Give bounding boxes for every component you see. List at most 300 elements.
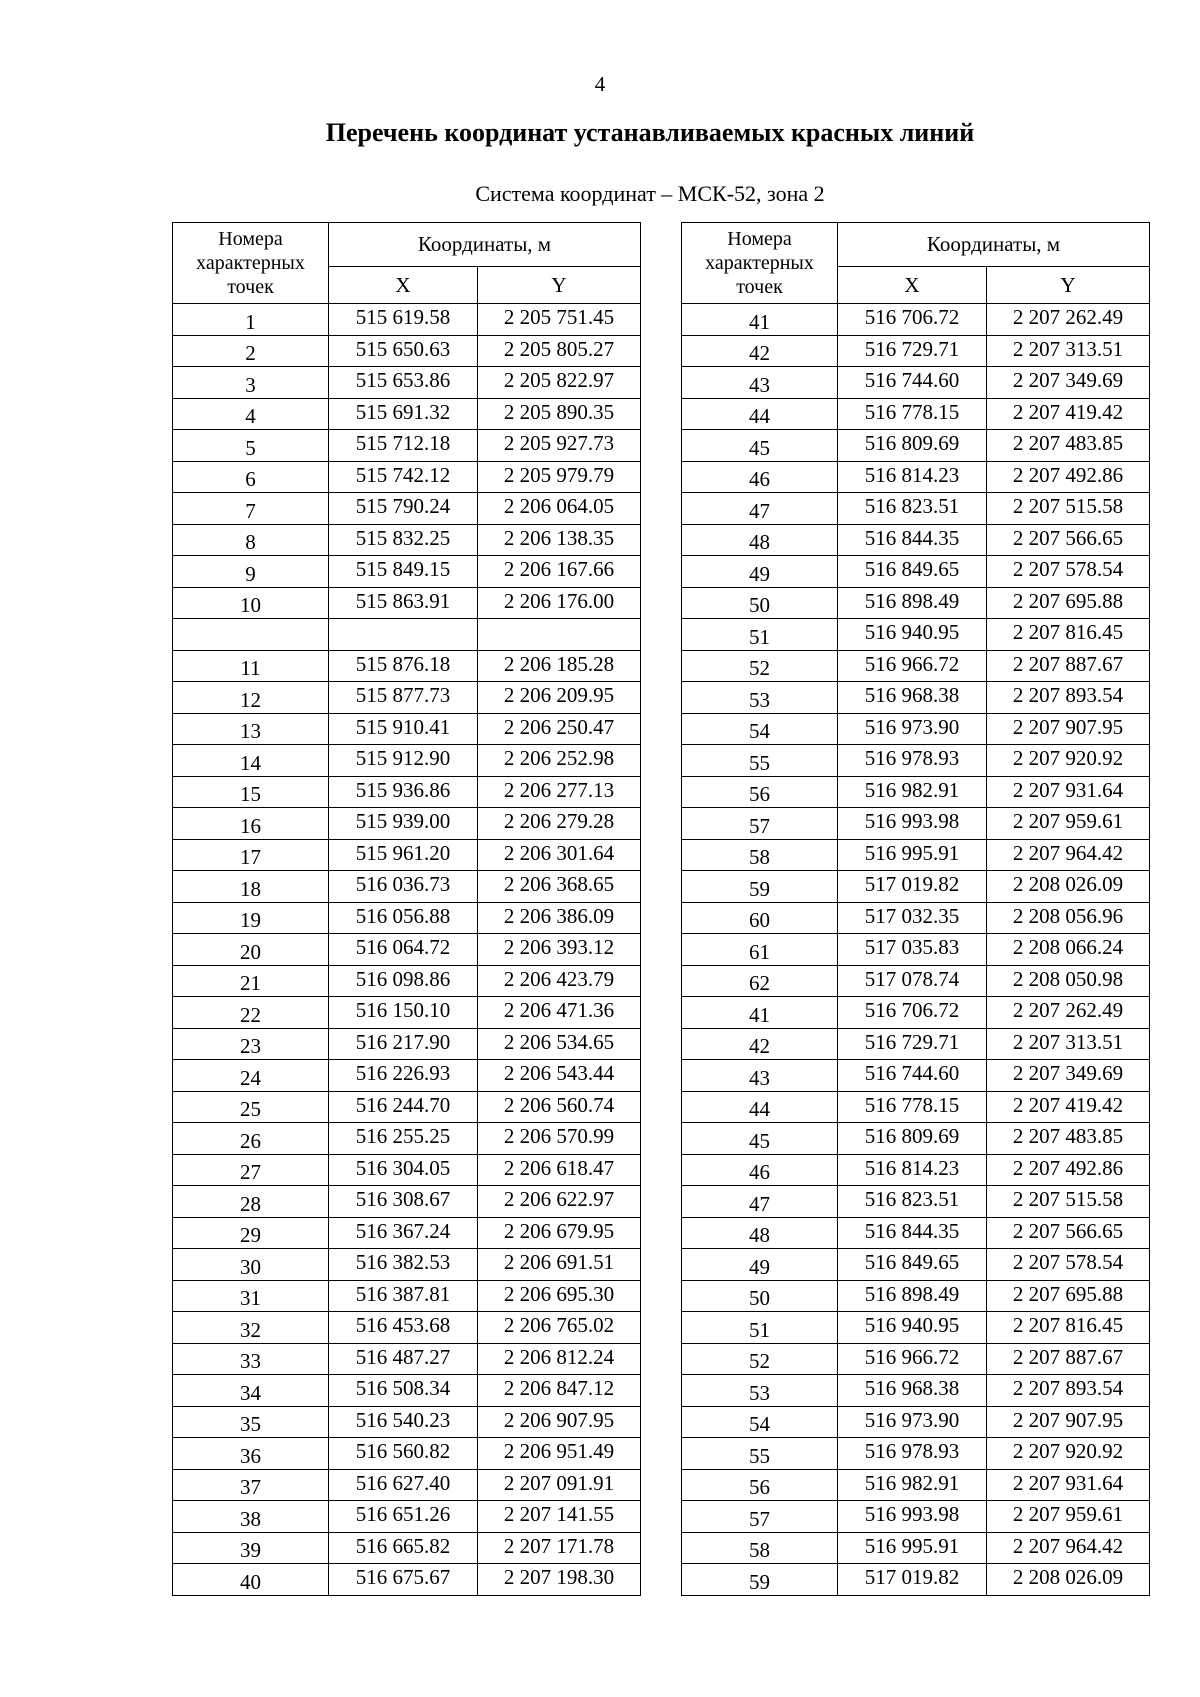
point-number-cell: 60 (682, 902, 838, 934)
y-coordinate-cell: 2 206 252.98 (478, 745, 641, 777)
table-row (682, 1186, 1150, 1218)
y-coordinate-cell: 2 205 822.97 (478, 367, 641, 399)
point-number-cell: 17 (173, 839, 329, 871)
point-number-cell: 4 (173, 398, 329, 430)
table-row (682, 1154, 1150, 1186)
y-coordinate-cell: 2 206 560.74 (478, 1091, 641, 1123)
y-coordinate-cell: 2 207 515.58 (987, 493, 1150, 525)
x-coordinate-cell: 516 940.95 (838, 619, 987, 651)
x-coordinate-cell: 515 653.86 (329, 367, 478, 399)
point-number-cell: 55 (682, 1438, 838, 1470)
table-row (682, 1375, 1150, 1407)
point-number-cell: 25 (173, 1091, 329, 1123)
table-row (682, 430, 1150, 462)
point-number-cell: 41 (682, 997, 838, 1029)
y-coordinate-cell (478, 619, 641, 651)
table-row (682, 1501, 1150, 1533)
x-coordinate-cell: 517 019.82 (838, 1564, 987, 1596)
x-coordinate-cell: 516 898.49 (838, 1280, 987, 1312)
x-coordinate-cell: 516 627.40 (329, 1469, 478, 1501)
point-number-cell: 34 (173, 1375, 329, 1407)
x-coordinate-cell: 516 744.60 (838, 367, 987, 399)
x-coordinate-cell: 515 863.91 (329, 587, 478, 619)
y-coordinate-cell: 2 207 262.49 (987, 997, 1150, 1029)
table-row (682, 1217, 1150, 1249)
table-row (682, 367, 1150, 399)
x-coordinate-cell: 515 876.18 (329, 650, 478, 682)
table-row (173, 524, 641, 556)
point-number-cell (173, 619, 329, 651)
point-number-cell: 28 (173, 1186, 329, 1218)
point-number-cell: 46 (682, 1154, 838, 1186)
x-coordinate-cell: 516 844.35 (838, 1217, 987, 1249)
point-number-cell: 38 (173, 1501, 329, 1533)
y-coordinate-cell: 2 205 751.45 (478, 304, 641, 336)
point-number-cell: 22 (173, 997, 329, 1029)
x-coordinate-cell: 515 961.20 (329, 839, 478, 871)
y-coordinate-cell: 2 207 893.54 (987, 682, 1150, 714)
x-coordinate-cell: 516 814.23 (838, 1154, 987, 1186)
point-number-cell: 41 (682, 304, 838, 336)
y-coordinate-cell: 2 207 816.45 (987, 1312, 1150, 1344)
point-number-cell: 19 (173, 902, 329, 934)
point-number-cell: 37 (173, 1469, 329, 1501)
x-coordinate-cell: 516 978.93 (838, 745, 987, 777)
point-number-cell: 49 (682, 556, 838, 588)
point-number-cell: 42 (682, 1028, 838, 1060)
y-coordinate-cell: 2 207 964.42 (987, 1532, 1150, 1564)
table-row (173, 398, 641, 430)
x-coordinate-cell: 516 849.65 (838, 556, 987, 588)
table-row (682, 965, 1150, 997)
point-number-cell: 56 (682, 1469, 838, 1501)
table-row (173, 1312, 641, 1344)
table-row (682, 1280, 1150, 1312)
y-coordinate-cell: 2 206 301.64 (478, 839, 641, 871)
y-coordinate-cell: 2 206 679.95 (478, 1217, 641, 1249)
table-row (682, 745, 1150, 777)
y-coordinate-cell: 2 206 907.95 (478, 1406, 641, 1438)
table-row (173, 1343, 641, 1375)
point-number-cell: 56 (682, 776, 838, 808)
y-column-header: Y (478, 267, 641, 304)
point-number-cell: 35 (173, 1406, 329, 1438)
x-coordinate-cell: 516 729.71 (838, 335, 987, 367)
y-coordinate-cell: 2 205 927.73 (478, 430, 641, 462)
table-row (682, 1123, 1150, 1155)
x-coordinate-cell: 517 019.82 (838, 871, 987, 903)
x-coordinate-cell: 516 508.34 (329, 1375, 478, 1407)
y-coordinate-cell: 2 206 622.97 (478, 1186, 641, 1218)
table-row (682, 1028, 1150, 1060)
point-number-cell: 43 (682, 367, 838, 399)
point-number-cell: 18 (173, 871, 329, 903)
table-row (682, 524, 1150, 556)
y-coordinate-cell: 2 206 393.12 (478, 934, 641, 966)
table-row (173, 1438, 641, 1470)
x-coordinate-cell: 516 540.23 (329, 1406, 478, 1438)
coordinates-column-header: Координаты, м (838, 223, 1150, 267)
x-coordinate-cell: 516 255.25 (329, 1123, 478, 1155)
y-coordinate-cell: 2 207 141.55 (478, 1501, 641, 1533)
y-coordinate-cell: 2 207 695.88 (987, 1280, 1150, 1312)
table-row (173, 430, 641, 462)
table-row (173, 335, 641, 367)
point-number-cell: 47 (682, 493, 838, 525)
x-coordinate-cell: 515 910.41 (329, 713, 478, 745)
x-coordinate-cell: 516 387.81 (329, 1280, 478, 1312)
table-row (682, 650, 1150, 682)
y-coordinate-cell: 2 206 534.65 (478, 1028, 641, 1060)
y-coordinate-cell: 2 207 349.69 (987, 1060, 1150, 1092)
table-row (682, 1469, 1150, 1501)
point-number-cell: 32 (173, 1312, 329, 1344)
table-row (173, 1060, 641, 1092)
point-number-cell: 57 (682, 1501, 838, 1533)
x-coordinate-cell: 516 814.23 (838, 461, 987, 493)
point-number-cell: 52 (682, 650, 838, 682)
x-coordinate-cell: 515 912.90 (329, 745, 478, 777)
table-row (173, 1028, 641, 1060)
point-number-cell: 31 (173, 1280, 329, 1312)
x-coordinate-cell: 516 367.24 (329, 1217, 478, 1249)
table-row (173, 808, 641, 840)
y-coordinate-cell: 2 206 423.79 (478, 965, 641, 997)
y-coordinate-cell: 2 207 313.51 (987, 1028, 1150, 1060)
table-row (682, 1249, 1150, 1281)
table-row (173, 1501, 641, 1533)
table-row (682, 682, 1150, 714)
x-coordinate-cell: 516 308.67 (329, 1186, 478, 1218)
coordinates-column-header: Координаты, м (329, 223, 641, 267)
table-row (682, 335, 1150, 367)
table-row (173, 1123, 641, 1155)
x-coordinate-cell: 515 712.18 (329, 430, 478, 462)
x-coordinate-cell: 515 619.58 (329, 304, 478, 336)
table-row (173, 871, 641, 903)
y-coordinate-cell: 2 207 566.65 (987, 524, 1150, 556)
point-number-cell: 50 (682, 587, 838, 619)
point-number-cell: 61 (682, 934, 838, 966)
point-number-cell: 23 (173, 1028, 329, 1060)
x-coordinate-cell: 516 098.86 (329, 965, 478, 997)
x-coordinate-cell: 516 978.93 (838, 1438, 987, 1470)
x-coordinate-cell: 516 217.90 (329, 1028, 478, 1060)
point-number-cell: 57 (682, 808, 838, 840)
point-number-cell: 3 (173, 367, 329, 399)
y-coordinate-cell: 2 206 951.49 (478, 1438, 641, 1470)
y-coordinate-cell: 2 207 907.95 (987, 1406, 1150, 1438)
x-coordinate-cell: 516 849.65 (838, 1249, 987, 1281)
y-coordinate-cell: 2 206 368.65 (478, 871, 641, 903)
x-coordinate-cell: 516 993.98 (838, 1501, 987, 1533)
point-number-cell: 48 (682, 1217, 838, 1249)
y-coordinate-cell: 2 206 185.28 (478, 650, 641, 682)
y-coordinate-cell: 2 207 349.69 (987, 367, 1150, 399)
coordinates-table-right (681, 222, 1150, 1596)
x-coordinate-cell: 515 691.32 (329, 398, 478, 430)
point-number-cell: 26 (173, 1123, 329, 1155)
x-coordinate-cell: 515 742.12 (329, 461, 478, 493)
x-coordinate-cell (329, 619, 478, 651)
y-coordinate-cell: 2 207 515.58 (987, 1186, 1150, 1218)
table-row (173, 1280, 641, 1312)
point-number-cell: 48 (682, 524, 838, 556)
point-number-cell: 1 (173, 304, 329, 336)
table-row (173, 1249, 641, 1281)
y-coordinate-cell: 2 206 570.99 (478, 1123, 641, 1155)
y-coordinate-cell: 2 206 695.30 (478, 1280, 641, 1312)
y-coordinate-cell: 2 207 313.51 (987, 335, 1150, 367)
table-row (173, 965, 641, 997)
table-row (682, 556, 1150, 588)
point-number-cell: 46 (682, 461, 838, 493)
table-row (173, 1532, 641, 1564)
y-coordinate-cell: 2 206 277.13 (478, 776, 641, 808)
x-coordinate-cell: 516 706.72 (838, 997, 987, 1029)
coordinate-system-subtitle: Система координат – МСК-52, зона 2 (475, 181, 825, 206)
x-coordinate-cell: 516 968.38 (838, 682, 987, 714)
x-coordinate-cell: 516 244.70 (329, 1091, 478, 1123)
y-coordinate-cell: 2 207 578.54 (987, 556, 1150, 588)
x-coordinate-cell: 516 744.60 (838, 1060, 987, 1092)
table-row (682, 461, 1150, 493)
table-row (682, 1406, 1150, 1438)
table-row (173, 1375, 641, 1407)
x-coordinate-cell: 516 898.49 (838, 587, 987, 619)
y-coordinate-cell: 2 207 695.88 (987, 587, 1150, 619)
point-number-cell: 50 (682, 1280, 838, 1312)
table-row (173, 1406, 641, 1438)
point-number-cell: 24 (173, 1060, 329, 1092)
y-coordinate-cell: 2 207 262.49 (987, 304, 1150, 336)
x-coordinate-cell: 516 973.90 (838, 713, 987, 745)
table-row (682, 839, 1150, 871)
table-row (682, 902, 1150, 934)
y-coordinate-cell: 2 207 419.42 (987, 1091, 1150, 1123)
table-row (173, 1217, 641, 1249)
y-coordinate-cell: 2 207 959.61 (987, 1501, 1150, 1533)
x-coordinate-cell: 516 778.15 (838, 398, 987, 430)
y-coordinate-cell: 2 207 483.85 (987, 1123, 1150, 1155)
y-coordinate-cell: 2 206 138.35 (478, 524, 641, 556)
point-number-cell: 33 (173, 1343, 329, 1375)
y-coordinate-cell: 2 206 167.66 (478, 556, 641, 588)
y-coordinate-cell: 2 206 386.09 (478, 902, 641, 934)
x-coordinate-cell: 517 035.83 (838, 934, 987, 966)
point-number-cell: 36 (173, 1438, 329, 1470)
x-coordinate-cell: 516 382.53 (329, 1249, 478, 1281)
table-row (682, 1060, 1150, 1092)
x-coordinate-cell: 515 939.00 (329, 808, 478, 840)
point-number-cell: 52 (682, 1343, 838, 1375)
x-coordinate-cell: 516 665.82 (329, 1532, 478, 1564)
table-row (682, 1564, 1150, 1596)
table-row (682, 398, 1150, 430)
table-row (682, 587, 1150, 619)
table-row (682, 1532, 1150, 1564)
page-number: 4 (594, 72, 606, 96)
point-number-cell: 53 (682, 1375, 838, 1407)
table-row (173, 1469, 641, 1501)
y-coordinate-cell: 2 207 198.30 (478, 1564, 641, 1596)
point-number-cell: 44 (682, 398, 838, 430)
y-coordinate-cell: 2 207 171.78 (478, 1532, 641, 1564)
point-number-cell: 10 (173, 587, 329, 619)
point-number-cell: 5 (173, 430, 329, 462)
y-coordinate-cell: 2 207 492.86 (987, 461, 1150, 493)
point-number-cell: 27 (173, 1154, 329, 1186)
point-number-cell: 39 (173, 1532, 329, 1564)
table-row (682, 871, 1150, 903)
x-coordinate-cell: 516 968.38 (838, 1375, 987, 1407)
point-number-cell: 11 (173, 650, 329, 682)
x-column-header: X (838, 267, 987, 304)
table-row (173, 1564, 641, 1596)
point-number-cell: 54 (682, 713, 838, 745)
x-coordinate-cell: 516 036.73 (329, 871, 478, 903)
point-number-cell: 7 (173, 493, 329, 525)
point-number-cell: 45 (682, 430, 838, 462)
x-coordinate-cell: 515 849.15 (329, 556, 478, 588)
point-number-cell: 8 (173, 524, 329, 556)
y-coordinate-cell: 2 207 816.45 (987, 619, 1150, 651)
point-number-cell: 15 (173, 776, 329, 808)
y-coordinate-cell: 2 207 483.85 (987, 430, 1150, 462)
x-coordinate-cell: 516 056.88 (329, 902, 478, 934)
x-coordinate-cell: 516 966.72 (838, 650, 987, 682)
y-coordinate-cell: 2 207 931.64 (987, 1469, 1150, 1501)
coordinates-table-left (172, 222, 641, 1596)
table-row (173, 619, 641, 651)
y-coordinate-cell: 2 208 050.98 (987, 965, 1150, 997)
table-row (173, 776, 641, 808)
point-number-cell: 43 (682, 1060, 838, 1092)
y-coordinate-cell: 2 208 056.96 (987, 902, 1150, 934)
table-row (173, 745, 641, 777)
y-coordinate-cell: 2 207 893.54 (987, 1375, 1150, 1407)
x-coordinate-cell: 516 966.72 (838, 1343, 987, 1375)
x-coordinate-cell: 516 940.95 (838, 1312, 987, 1344)
table-row (173, 997, 641, 1029)
point-number-cell: 47 (682, 1186, 838, 1218)
y-coordinate-cell: 2 208 066.24 (987, 934, 1150, 966)
x-coordinate-cell: 515 936.86 (329, 776, 478, 808)
x-coordinate-cell: 516 453.68 (329, 1312, 478, 1344)
document-title: Перечень координат устанавливаемых красных линий (325, 118, 975, 147)
x-coordinate-cell: 515 877.73 (329, 682, 478, 714)
table-row (173, 682, 641, 714)
y-coordinate-cell: 2 207 566.65 (987, 1217, 1150, 1249)
table-row (173, 1186, 641, 1218)
x-coordinate-cell: 516 560.82 (329, 1438, 478, 1470)
x-coordinate-cell: 516 809.69 (838, 430, 987, 462)
y-coordinate-cell: 2 208 026.09 (987, 1564, 1150, 1596)
y-coordinate-cell: 2 207 887.67 (987, 1343, 1150, 1375)
y-coordinate-cell: 2 205 979.79 (478, 461, 641, 493)
x-coordinate-cell: 516 995.91 (838, 839, 987, 871)
table-row (173, 839, 641, 871)
y-coordinate-cell: 2 206 618.47 (478, 1154, 641, 1186)
x-coordinate-cell: 516 150.10 (329, 997, 478, 1029)
x-coordinate-cell: 516 778.15 (838, 1091, 987, 1123)
point-number-cell: 29 (173, 1217, 329, 1249)
table-row (682, 997, 1150, 1029)
y-coordinate-cell: 2 207 578.54 (987, 1249, 1150, 1281)
point-number-cell: 62 (682, 965, 838, 997)
y-coordinate-cell: 2 206 691.51 (478, 1249, 641, 1281)
x-coordinate-cell: 516 651.26 (329, 1501, 478, 1533)
y-coordinate-cell: 2 207 931.64 (987, 776, 1150, 808)
y-coordinate-cell: 2 206 765.02 (478, 1312, 641, 1344)
point-number-cell: 14 (173, 745, 329, 777)
y-coordinate-cell: 2 206 847.12 (478, 1375, 641, 1407)
table-row (173, 1154, 641, 1186)
points-column-header: Номера характерных точек (173, 223, 329, 304)
x-coordinate-cell: 516 982.91 (838, 1469, 987, 1501)
x-coordinate-cell: 515 790.24 (329, 493, 478, 525)
point-number-cell: 21 (173, 965, 329, 997)
point-number-cell: 45 (682, 1123, 838, 1155)
table-row (682, 304, 1150, 336)
point-number-cell: 12 (173, 682, 329, 714)
point-number-cell: 20 (173, 934, 329, 966)
y-coordinate-cell: 2 207 920.92 (987, 1438, 1150, 1470)
table-row (173, 1091, 641, 1123)
table-row (173, 304, 641, 336)
y-coordinate-cell: 2 206 471.36 (478, 997, 641, 1029)
x-coordinate-cell: 517 032.35 (838, 902, 987, 934)
point-number-cell: 49 (682, 1249, 838, 1281)
x-coordinate-cell: 516 729.71 (838, 1028, 987, 1060)
point-number-cell: 51 (682, 619, 838, 651)
point-number-cell: 55 (682, 745, 838, 777)
x-coordinate-cell: 516 982.91 (838, 776, 987, 808)
point-number-cell: 2 (173, 335, 329, 367)
point-number-cell: 9 (173, 556, 329, 588)
x-coordinate-cell: 516 995.91 (838, 1532, 987, 1564)
y-coordinate-cell: 2 207 887.67 (987, 650, 1150, 682)
x-coordinate-cell: 516 823.51 (838, 1186, 987, 1218)
point-number-cell: 58 (682, 839, 838, 871)
point-number-cell: 13 (173, 713, 329, 745)
table-row (173, 902, 641, 934)
point-number-cell: 59 (682, 1564, 838, 1596)
y-coordinate-cell: 2 207 907.95 (987, 713, 1150, 745)
table-row (173, 650, 641, 682)
y-coordinate-cell: 2 206 543.44 (478, 1060, 641, 1092)
y-coordinate-cell: 2 207 964.42 (987, 839, 1150, 871)
y-coordinate-cell: 2 206 176.00 (478, 587, 641, 619)
table-row (682, 1091, 1150, 1123)
y-coordinate-cell: 2 208 026.09 (987, 871, 1150, 903)
points-column-header: Номера характерных точек (682, 223, 838, 304)
y-coordinate-cell: 2 206 279.28 (478, 808, 641, 840)
table-row (173, 713, 641, 745)
table-row (682, 776, 1150, 808)
table-row (682, 619, 1150, 651)
x-coordinate-cell: 516 973.90 (838, 1406, 987, 1438)
y-coordinate-cell: 2 205 805.27 (478, 335, 641, 367)
y-coordinate-cell: 2 205 890.35 (478, 398, 641, 430)
table-row (173, 493, 641, 525)
y-coordinate-cell: 2 206 064.05 (478, 493, 641, 525)
table-row (682, 1343, 1150, 1375)
point-number-cell: 53 (682, 682, 838, 714)
y-coordinate-cell: 2 206 250.47 (478, 713, 641, 745)
x-coordinate-cell: 516 823.51 (838, 493, 987, 525)
y-coordinate-cell: 2 207 920.92 (987, 745, 1150, 777)
